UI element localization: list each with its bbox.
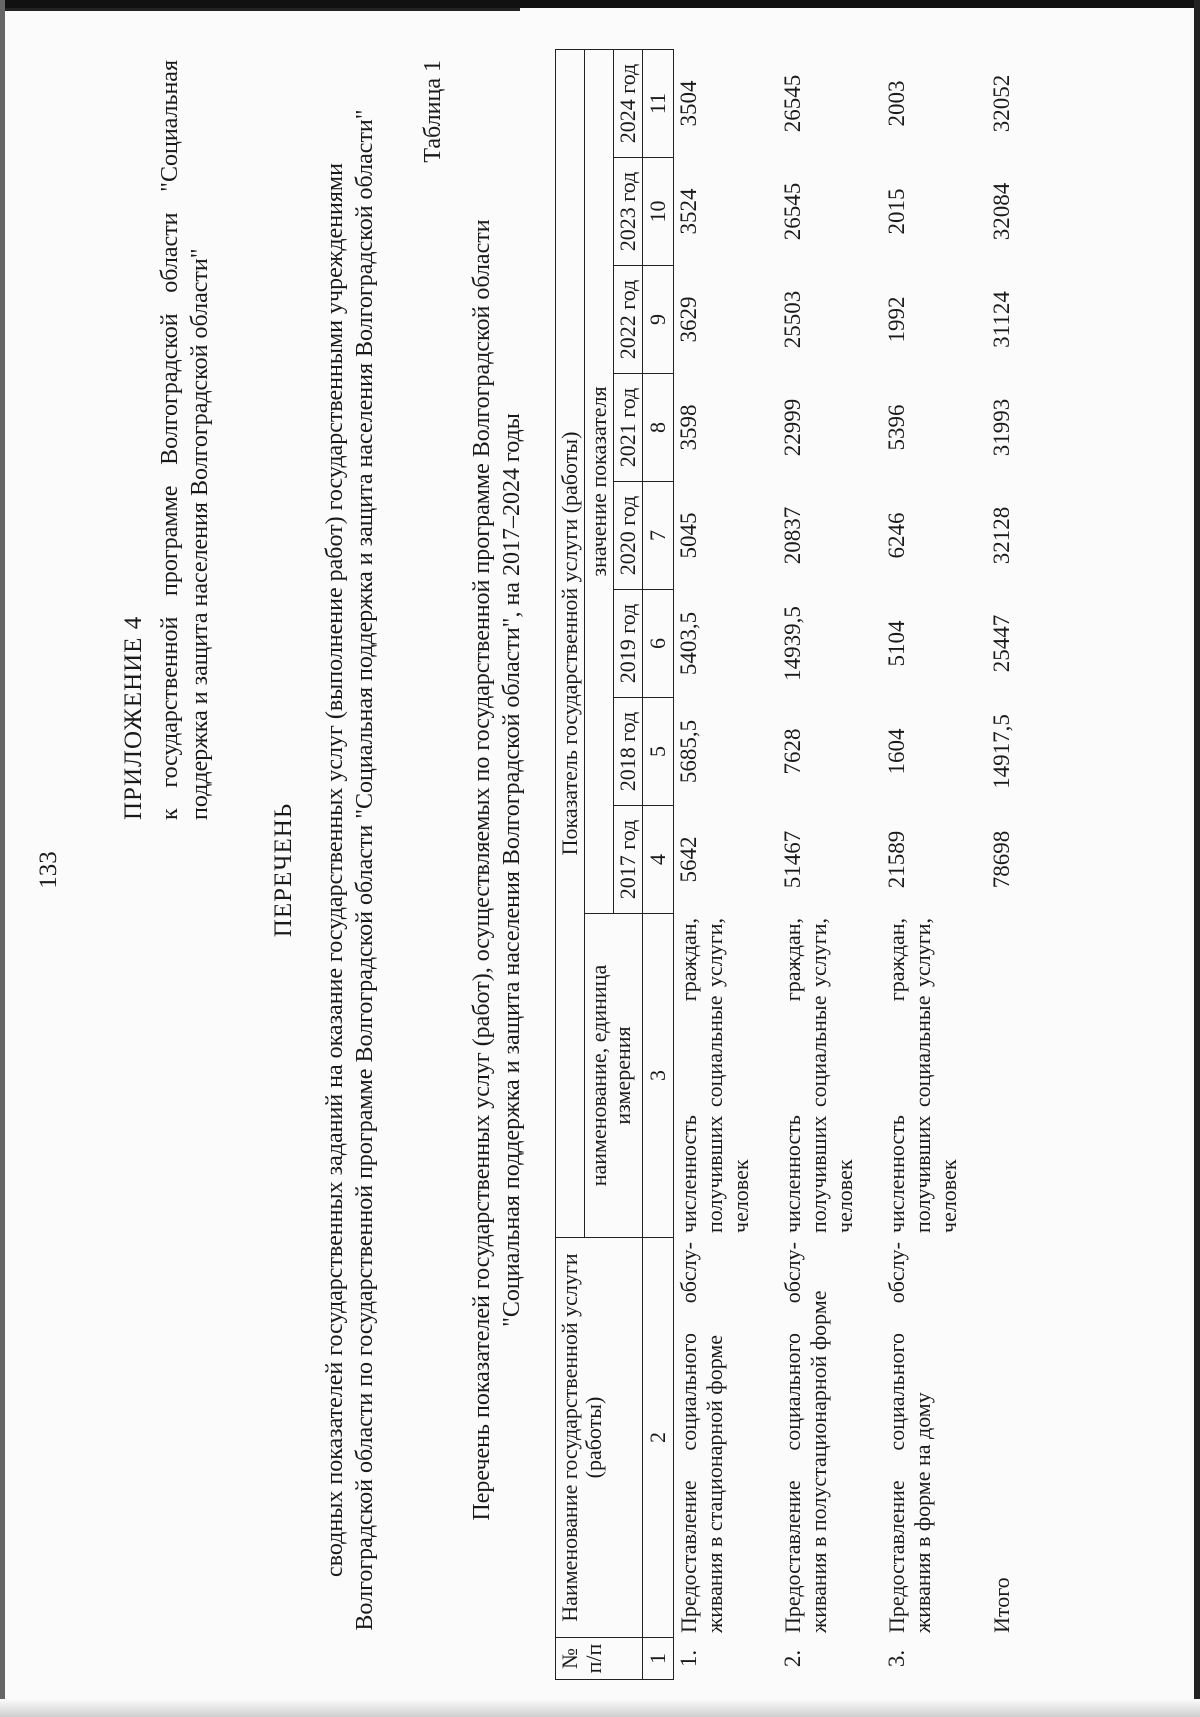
column-index: 8 bbox=[643, 374, 674, 482]
indicator-value: 26545 bbox=[780, 74, 805, 133]
indicator-value: 5104 bbox=[884, 620, 909, 667]
scan-border-top bbox=[0, 0, 1200, 8]
indicator-value: 5685,5 bbox=[676, 719, 701, 784]
header-year: 2024 год bbox=[614, 50, 643, 158]
service-name: Предоставление социального обслу-живания в полустационарной форме bbox=[780, 1242, 831, 1633]
column-index-row bbox=[643, 50, 674, 1680]
indicator-value: 7628 bbox=[780, 728, 805, 775]
subtitle-line-1: сводных показателей государственных заданий на оказание государственных услуг (выполнение работ) государственными учреждениями bbox=[322, 163, 348, 1577]
column-index: 1 bbox=[643, 1638, 674, 1680]
header-year: 2019 год bbox=[614, 590, 643, 698]
page-number: 133 bbox=[35, 851, 62, 889]
unit-name: численность граждан, получивших социальные услуги, человек bbox=[884, 918, 961, 1233]
scan-border-left bbox=[0, 0, 5, 1717]
indicator-value: 25503 bbox=[780, 290, 805, 349]
total-value: 32052 bbox=[989, 74, 1014, 133]
header-year: 2022 год bbox=[614, 266, 643, 374]
total-value: 31124 bbox=[989, 291, 1014, 348]
header-value: значение показателя bbox=[585, 50, 614, 914]
annex-title: ПРИЛОЖЕНИЕ 4 bbox=[120, 615, 147, 820]
caption-line-1: Перечень показателей государственных услуг (работ), осуществляемых по государственной программе Волгоградской области bbox=[469, 219, 495, 1521]
column-index: 11 bbox=[643, 50, 674, 158]
table-number: Таблица 1 bbox=[420, 60, 446, 163]
row-number: 1. bbox=[676, 1649, 701, 1668]
table-row bbox=[882, 50, 987, 1680]
subtitle-line-2: Волгоградской области по государственной программе Волгоградской области "Социальная поддержка и защита населения Волгоградской области" bbox=[352, 109, 378, 1631]
indicator-value: 1992 bbox=[884, 296, 909, 343]
total-value: 32084 bbox=[989, 182, 1014, 241]
header-no: № п/п bbox=[556, 1638, 643, 1680]
indicator-value: 1604 bbox=[884, 728, 909, 775]
indicator-value: 20837 bbox=[780, 506, 805, 565]
column-index: 4 bbox=[643, 806, 674, 914]
total-value: 31993 bbox=[989, 398, 1014, 457]
unit-name: численность граждан, получивших социальные услуги, человек bbox=[676, 918, 753, 1233]
total-value: 32128 bbox=[989, 506, 1014, 565]
indicator-value: 14939,5 bbox=[780, 606, 805, 681]
header-year: 2017 год bbox=[614, 806, 643, 914]
total-value: 25447 bbox=[989, 614, 1014, 673]
indicators-table bbox=[555, 49, 1032, 1680]
row-number: 2. bbox=[780, 1649, 805, 1668]
indicator-value: 5396 bbox=[884, 404, 909, 451]
column-index: 6 bbox=[643, 590, 674, 698]
indicator-value: 2003 bbox=[884, 80, 909, 127]
indicator-value: 22999 bbox=[780, 398, 805, 457]
indicator-value: 3629 bbox=[676, 296, 701, 343]
unit-name: численность граждан, получивших социальные услуги, человек bbox=[780, 918, 857, 1233]
document-subtitle bbox=[320, 50, 380, 1690]
total-row bbox=[987, 50, 1032, 1680]
scan-border-bottom bbox=[0, 1699, 1200, 1717]
indicator-value: 21589 bbox=[884, 830, 909, 889]
column-index: 3 bbox=[643, 914, 674, 1238]
total-spacer bbox=[987, 1638, 1032, 1680]
annex-text: к государственной программе Волгоградской области "Социальная поддержка и защита населения Волгоградской области" bbox=[157, 60, 213, 820]
header-service-name: Наименование государственной услуги (работы) bbox=[556, 1238, 643, 1638]
row-number: 3. bbox=[884, 1649, 909, 1668]
column-index: 5 bbox=[643, 698, 674, 806]
scan-line bbox=[0, 8, 520, 11]
indicator-value: 2015 bbox=[884, 188, 909, 235]
total-value: 78698 bbox=[989, 830, 1014, 889]
total-spacer bbox=[987, 914, 1032, 1238]
indicator-value: 6246 bbox=[884, 512, 909, 559]
header-year: 2018 год bbox=[614, 698, 643, 806]
indicator-value: 3504 bbox=[676, 80, 701, 127]
total-value: 14917,5 bbox=[989, 714, 1014, 789]
indicator-value: 3598 bbox=[676, 404, 701, 451]
indicator-value: 5045 bbox=[676, 512, 701, 559]
indicator-value: 3524 bbox=[676, 188, 701, 235]
document-heading: ПЕРЕЧЕНЬ bbox=[270, 802, 297, 938]
indicator-value: 5642 bbox=[676, 836, 701, 883]
header-year: 2023 год bbox=[614, 158, 643, 266]
header-year: 2020 год bbox=[614, 482, 643, 590]
indicator-value: 5403,5 bbox=[676, 611, 701, 676]
column-index: 7 bbox=[643, 482, 674, 590]
table-row bbox=[674, 50, 779, 1680]
table-caption bbox=[467, 50, 527, 1690]
service-name: Предоставление социального обслу-живания в форме на дому bbox=[884, 1242, 935, 1633]
indicator-value: 51467 bbox=[780, 830, 805, 889]
column-index: 10 bbox=[643, 158, 674, 266]
table-body bbox=[674, 50, 1032, 1680]
header-year: 2021 год bbox=[614, 374, 643, 482]
rotated-content bbox=[35, 50, 1195, 1690]
total-label: Итого bbox=[989, 1577, 1014, 1633]
column-index: 9 bbox=[643, 266, 674, 374]
caption-line-2: "Социальная поддержка и защита населения Волгоградской области", на 2017–2024 годы bbox=[499, 413, 525, 1327]
table-row bbox=[778, 50, 882, 1680]
header-unit: наименование, единица измерения bbox=[585, 914, 643, 1238]
header-indicator: Показатель государственной услуги (работы) bbox=[556, 50, 585, 1238]
service-name: Предоставление социального обслу-живания в стационарной форме bbox=[676, 1242, 727, 1633]
column-index: 2 bbox=[643, 1238, 674, 1638]
indicator-value: 26545 bbox=[780, 182, 805, 241]
